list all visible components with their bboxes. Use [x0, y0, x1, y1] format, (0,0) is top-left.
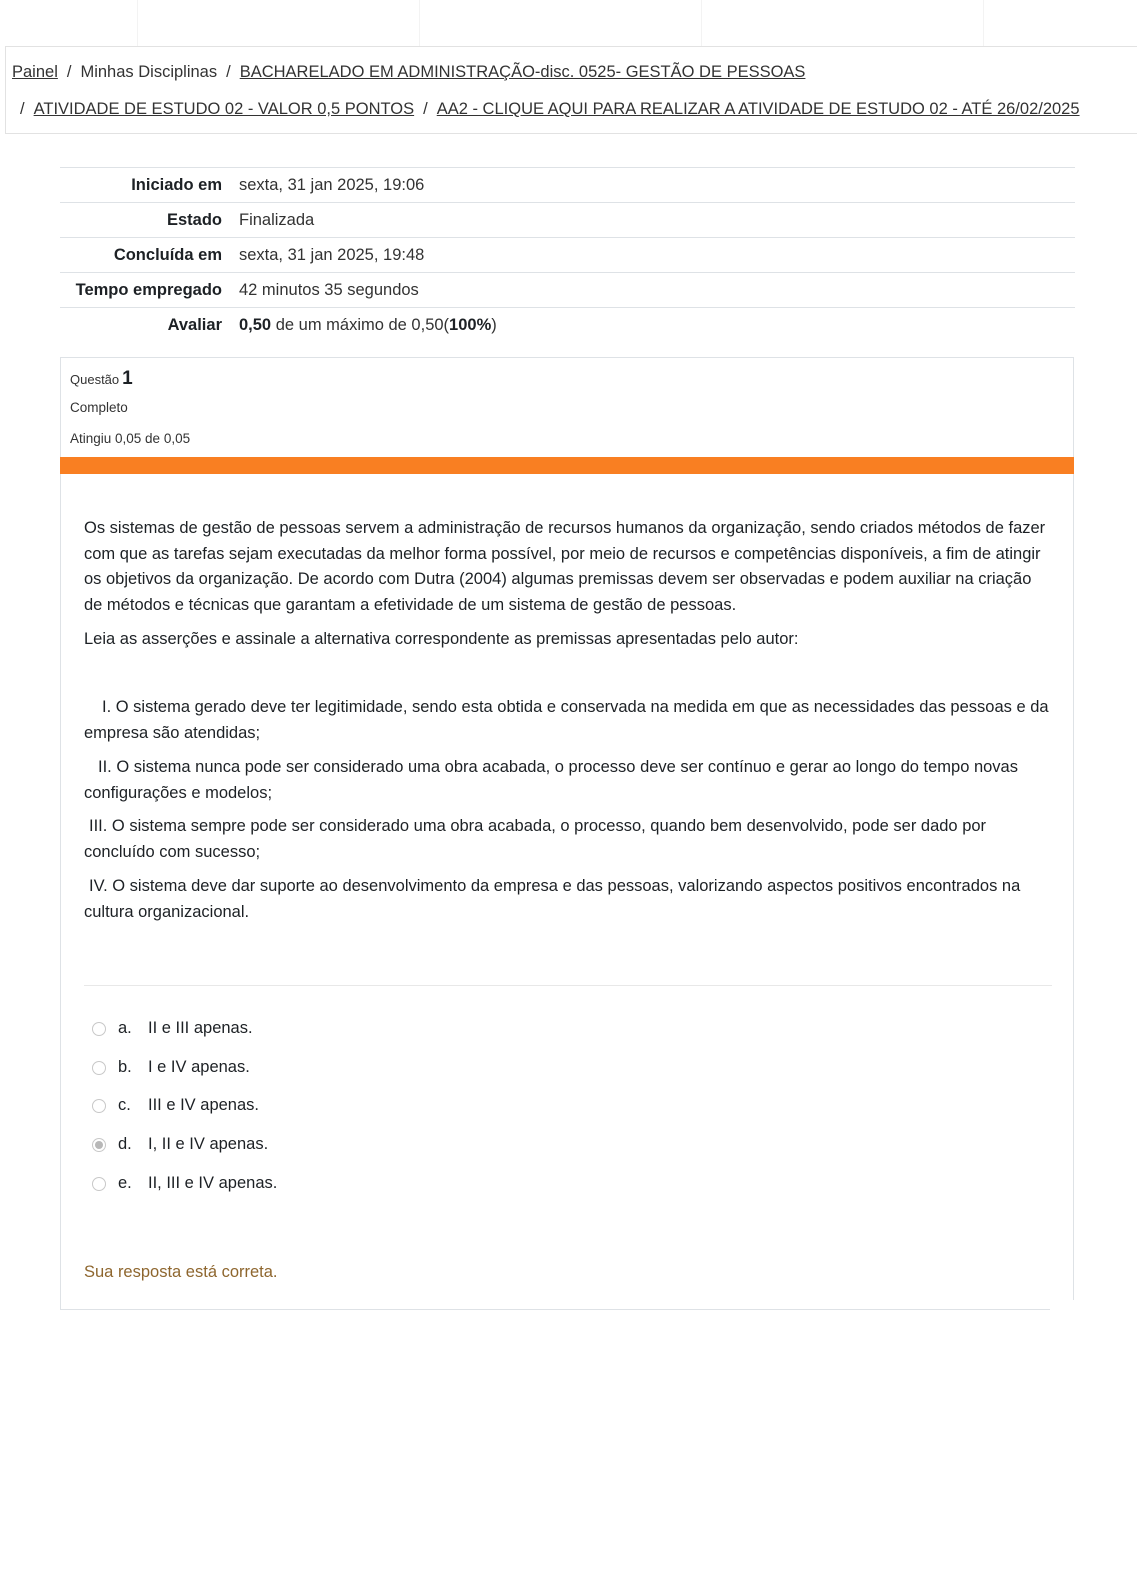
question-instruction: Leia as asserções e assinale a alternativa correspondente as premissas apresentadas pelo autor: [84, 630, 799, 648]
summary-row-state [60, 203, 1075, 238]
question-number-value: 1 [122, 368, 133, 389]
breadcrumb-line-1 [12, 63, 805, 82]
breadcrumb-link-section[interactable]: ATIVIDADE DE ESTUDO 02 - VALOR 0,5 PONTOS [33, 100, 415, 118]
option-letter: a. [118, 1019, 132, 1037]
option-text: I e IV apenas. [148, 1058, 250, 1076]
answer-divider [84, 985, 1052, 986]
summary-label: Iniciado em [131, 176, 222, 194]
option-text: II e III apenas. [148, 1019, 253, 1037]
breadcrumb [5, 46, 1137, 134]
summary-label: Tempo empregado [75, 281, 222, 299]
grade-percent: 100% [449, 316, 492, 334]
summary-row-time [60, 273, 1075, 308]
summary-label: Concluída em [113, 246, 222, 264]
statement-ii: II. O sistema nunca pode ser considerado uma obra acabada, o processo deve ser contínuo e gerar ao longo do tempo novas configurações e modelos; [84, 758, 1018, 802]
statement-iii: III. O sistema sempre pode ser considerado uma obra acabada, o processo, quando bem desenvolvido, pode ser dado por concluído com sucesso; [84, 817, 987, 861]
option-text: III e IV apenas. [148, 1096, 259, 1114]
question-label: Questão [70, 372, 120, 387]
option-letter: e. [118, 1174, 132, 1192]
breadcrumb-separator: / [226, 63, 231, 81]
breadcrumb-item-minhas-disciplinas: Minhas Disciplinas [80, 63, 218, 81]
option-text: II, III e IV apenas. [148, 1174, 278, 1192]
summary-row-grade [60, 308, 1075, 343]
breadcrumb-separator: / [423, 100, 428, 118]
radio-button[interactable] [92, 1177, 106, 1191]
summary-value: sexta, 31 jan 2025, 19:48 [239, 246, 425, 264]
summary-value [239, 308, 1075, 343]
grade-text: de um máximo de 0,50( [271, 316, 450, 334]
answer-feedback: Sua resposta está correta. [84, 1263, 278, 1281]
option-letter: b. [118, 1058, 132, 1076]
summary-row-started [60, 168, 1075, 203]
content-border-gap [1072, 1300, 1076, 1312]
attempt-summary-table [60, 167, 1075, 342]
top-background [0, 0, 1137, 46]
question-paragraph: Os sistemas de gestão de pessoas servem a administração de recursos humanos da organização, sendo criados métodos de fazer com que as tarefas sejam executadas da melhor forma possível, por meio de recursos e competências disponíveis, a fim de atingir os objetivos da organização. De acordo com Dutra (2004) algumas premissas devem ser observadas e podem auxiliar na criação de métodos e técnicas que garantam a efetividade de um sistema de gestão de pessoas. [84, 519, 1046, 614]
radio-button[interactable] [92, 1061, 106, 1075]
question-grade: Atingiu 0,05 de 0,05 [70, 431, 191, 446]
summary-value: 42 minutos 35 segundos [239, 281, 419, 299]
breadcrumb-separator: / [66, 63, 72, 81]
breadcrumb-link-course[interactable]: BACHARELADO EM ADMINISTRAÇÃO-disc. 0525- GESTÃO DE PESSOAS [239, 63, 806, 81]
breadcrumb-line-2 [20, 100, 1080, 119]
radio-button[interactable] [92, 1099, 106, 1113]
question-accent-bar [60, 457, 1074, 474]
summary-value: Finalizada [239, 211, 315, 229]
question-number [70, 368, 133, 390]
content-bottom-border [60, 1309, 1050, 1310]
grade-text-end: ) [491, 316, 497, 334]
grade-score: 0,50 [239, 316, 272, 334]
summary-label: Avaliar [167, 316, 222, 334]
statement-i: I. O sistema gerado deve ter legitimidade, sendo esta obtida e conservada na medida em que as necessidades das pessoas e da empresa são atendidas; [84, 698, 1049, 742]
radio-button-selected[interactable] [92, 1138, 106, 1152]
radio-button[interactable] [92, 1022, 106, 1036]
summary-row-completed [60, 238, 1075, 273]
question-info [60, 357, 1074, 457]
statement-iv: IV. O sistema deve dar suporte ao desenvolvimento da empresa e das pessoas, valorizando aspectos positivos encontrados na cultura organizacional. [84, 877, 1021, 921]
breadcrumb-link-painel[interactable]: Painel [12, 63, 58, 81]
breadcrumb-link-activity[interactable]: AA2 - CLIQUE AQUI PARA REALIZAR A ATIVIDADE DE ESTUDO 02 - ATÉ 26/02/2025 [436, 100, 1080, 118]
summary-value: sexta, 31 jan 2025, 19:06 [239, 176, 425, 194]
breadcrumb-separator: / [20, 100, 25, 118]
question-state: Completo [70, 400, 128, 415]
summary-label: Estado [166, 211, 222, 229]
option-letter: c. [118, 1096, 131, 1114]
option-text: I, II e IV apenas. [148, 1135, 269, 1153]
option-letter: d. [118, 1135, 132, 1153]
